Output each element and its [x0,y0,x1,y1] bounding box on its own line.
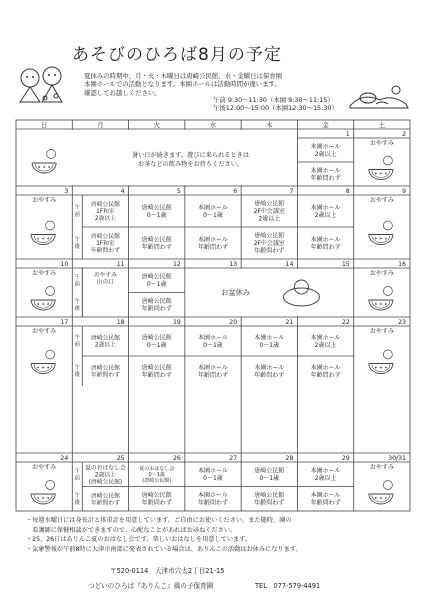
am-label: 前 [74,212,80,218]
session-text: 本園ホール [310,334,341,342]
pm-label: 午 [74,365,80,371]
am-label: 前 [74,475,80,482]
address: 大津市穴太2丁目21-15 [154,567,225,575]
weekday-header: 金 [322,121,329,129]
session-text: 唐崎公民館 [254,200,285,208]
session-text: 夏のおはなし会 [139,465,175,472]
session-text: 年齢問わず [90,248,120,255]
session-text: 2F中会議室 [253,208,285,216]
date-number: 18 [116,319,125,326]
session-text: 年齢問わず [141,305,172,313]
session-text: 0〜1歳 [146,341,167,349]
note-item: ・毎週水曜日には身長計と体重計を用意しています。ご自由にお使いください。また随時、園の [26,517,292,524]
notes-list [26,516,302,554]
session-text: 本園ホール [310,167,341,175]
session-text: 本園ホール [310,143,341,151]
holiday-text: おやすみ [369,197,394,204]
session-text: (唐崎公民館) [142,478,172,485]
date-number: 24 [60,455,69,462]
watermelon-icon [369,481,393,505]
session-text: 年齢問わず [254,499,285,507]
weekday-header: 月 [97,121,104,129]
watermelon-icon [369,221,393,245]
date-number: 11 [116,261,125,268]
date-number: 19 [172,319,181,326]
date-number: 8 [345,188,350,195]
footer-address [110,565,224,575]
am-label: 午 [74,335,80,341]
date-number: 26 [172,455,181,462]
weekday-header: 土 [378,121,386,129]
session-text: 唐崎公民館 [90,335,120,342]
session-text: 唐崎公民館 [254,467,285,475]
session-text: 唐崎公民館 [90,365,120,372]
am-label: 午 [74,468,80,475]
session-text: 唐崎公民館 [141,298,172,306]
session-text: 本園ホール [310,492,341,500]
session-text: 本園ホール [198,364,228,372]
date-number: 21 [285,319,294,326]
holiday-text: おやすみ [32,464,57,471]
watermelon-icon [369,287,393,311]
date-number: 14 [285,261,294,268]
date-number: 28 [285,455,294,462]
date-number: 29 [341,455,350,462]
session-text: 唐崎公民館 [90,493,120,500]
date-number: 6 [233,188,238,195]
holiday-text: おやすみ [32,328,57,335]
session-text: 本園ホール [254,364,285,372]
session-text: 本園ホール [310,364,341,372]
tel-label: TEL [255,582,267,590]
holiday-text: おやすみ [369,328,394,335]
session-text: 1F和室 [96,241,115,248]
weekday-header: 火 [153,121,160,129]
session-text: 年齢問わず [310,174,341,182]
date-number: 25 [116,455,125,462]
session-text: (唐崎公民館) [88,479,123,486]
am-label: 前 [74,342,80,348]
session-text: 唐崎公民館 [141,236,172,244]
holiday-text: おやすみ [32,270,57,277]
watermelon-icon [31,350,55,374]
weekday-header: 木 [266,121,273,129]
session-text: 0〜1歳 [148,472,165,478]
session-text: 唐崎公民館 [141,273,172,281]
watermelon-icon [369,350,393,374]
date-number: 4 [120,188,125,195]
session-text: 唐崎公民館 [141,492,172,500]
session-text: 年齢問わず [254,371,285,379]
postal-code: 〒520-0114 [110,567,149,575]
session-text: 年齢問わず [310,243,341,251]
session-text: 年齢問わず [141,499,172,507]
date-number: 16 [398,261,406,268]
holiday-text: 山の日 [96,279,115,286]
date-number: 22 [341,319,350,326]
session-text: 本園ホール [198,334,228,342]
session-text: 本園ホール [198,467,228,475]
note-item: ・25、26日はありんこ夏のおはなし会です。楽しいおはなしを用意しています。 [26,536,252,544]
date-number: 5 [176,188,181,195]
session-text: 2歳以上 [314,475,337,483]
holiday-text: おやすみ [369,270,394,277]
pm-label: 後 [74,499,80,506]
session-text: 2歳以上 [94,216,116,223]
session-text: 年齢問わず [197,371,229,379]
holiday-text: おやすみ [93,272,118,279]
date-number: 13 [229,261,238,268]
session-text: 2歳以上 [94,342,116,349]
date-number: 7 [289,188,294,195]
pm-label: 後 [74,244,80,250]
weekday-header: 水 [209,121,217,129]
session-text: 唐崎公民館 [141,204,172,212]
watermelon-icon [31,287,55,311]
session-text: 本園ホール [198,204,228,212]
date-number: 10 [60,261,69,268]
session-text: 2歳以上 [314,150,337,158]
session-text: 夏のおはなし会 [85,465,126,472]
session-text: 年齢問わず [254,247,285,255]
date-number: 30/31 [388,455,406,462]
hours-pm: 午後12:00〜15:00（本園12:30〜15:30） [213,104,338,113]
obon-text: お盆休み [221,288,250,297]
session-text: 本園ホール [198,492,228,500]
session-text: 年齢問わず [90,500,120,507]
watermelon-icon [31,221,55,245]
session-text: 唐崎公民館 [254,492,285,500]
date-number: 15 [341,261,350,268]
session-text: 本園ホール [310,236,341,244]
session-text: 本園ホール [198,236,228,244]
intro-line: 本園ホールでの活動となります。本園ホールは活動時間が違います。 [84,80,281,89]
session-text: 唐崎公民館 [141,334,172,342]
date-number: 17 [60,319,69,326]
session-text: 年齢問わず [141,371,172,379]
intro-line: 夏休みの時期中、月・火・木曜日は唐崎公民館、水・金曜日は保育園 [84,72,283,80]
session-text: 唐崎公民館 [90,234,120,241]
notice-text: 暑い日が続きます。遊びに来られるときは [131,152,250,159]
date-number: 12 [172,261,181,268]
session-text: 0〜1歳 [259,341,280,349]
session-text: 年齢問わず [310,499,341,507]
note-item: 看護師に保健相談ができますので、心配なことがあればお尋ねください。 [26,526,237,534]
session-text: 年齢問わず [197,499,229,507]
holiday-text: おやすみ [369,140,394,147]
tel-number: 077-579-4491 [273,582,321,590]
session-text: 本園ホール [310,204,341,212]
intro-line: 確認してお越しください。 [84,88,161,97]
session-text: 2歳以上 [94,472,116,479]
session-text: 本園ホール [310,467,341,475]
session-text: 年齢問わず [90,372,120,379]
watermelon-icon [369,156,393,180]
session-text: 年齢問わず [310,371,341,379]
watermelon-icon [31,481,55,505]
footer-org: つどいのひろば『ありんこ』風の子保育園 [88,582,214,590]
page-title: あそびのひろば8月の予定 [72,45,282,65]
session-text: 唐崎公民館 [254,232,285,240]
session-text: 1F和室 [96,209,115,216]
hours-am: 午前 9:30〜11:30（本園 9:30〜11:15） [213,96,334,104]
pm-label: 午 [74,492,80,499]
session-text: 年齢問わず [141,243,172,251]
am-label: 午 [74,274,80,281]
holiday-text: おやすみ [32,197,57,204]
note-item: ・気象警報が午前8時に大津市南部に発表されている場合は、ありんこの活動はお休みになります。 [26,545,302,553]
footer-tel [255,580,320,590]
session-text: 唐崎公民館 [90,202,120,209]
session-text: 0〜1歳 [259,475,280,483]
pm-label: 午 [74,298,80,305]
date-number: 20 [229,319,238,326]
session-text: 本園ホール [254,334,285,342]
date-number: 3 [64,188,69,195]
holiday-text: おやすみ [369,464,394,471]
session-text: 0〜1歳 [146,211,167,219]
session-text: 唐崎公民館 [141,364,172,372]
date-number: 27 [229,455,238,462]
date-number: 23 [398,319,406,326]
weekday-header: 日 [40,121,48,129]
session-text: 年齢問わず [197,243,229,251]
am-label: 前 [74,281,80,288]
am-label: 午 [74,205,80,211]
session-text: 0〜1歳 [203,475,223,483]
session-text: 2F中会議室 [253,240,285,248]
pm-label: 後 [74,372,80,378]
session-text: 2歳以上 [314,341,337,349]
session-text: 0〜1歳 [203,341,223,349]
session-text: 0〜1歳 [146,281,167,289]
session-text: 0〜1歳 [203,211,223,219]
pm-label: 後 [74,305,80,312]
date-number: 9 [402,188,406,195]
session-text: 2歳以上 [258,215,281,223]
date-number: 2 [402,131,406,138]
pm-label: 午 [74,237,80,243]
date-number: 1 [345,131,350,138]
obon-cell [185,269,353,317]
notice-text: お茶などの飲み物をお持ちください。 [137,161,244,168]
session-text: 2歳以上 [314,211,337,219]
